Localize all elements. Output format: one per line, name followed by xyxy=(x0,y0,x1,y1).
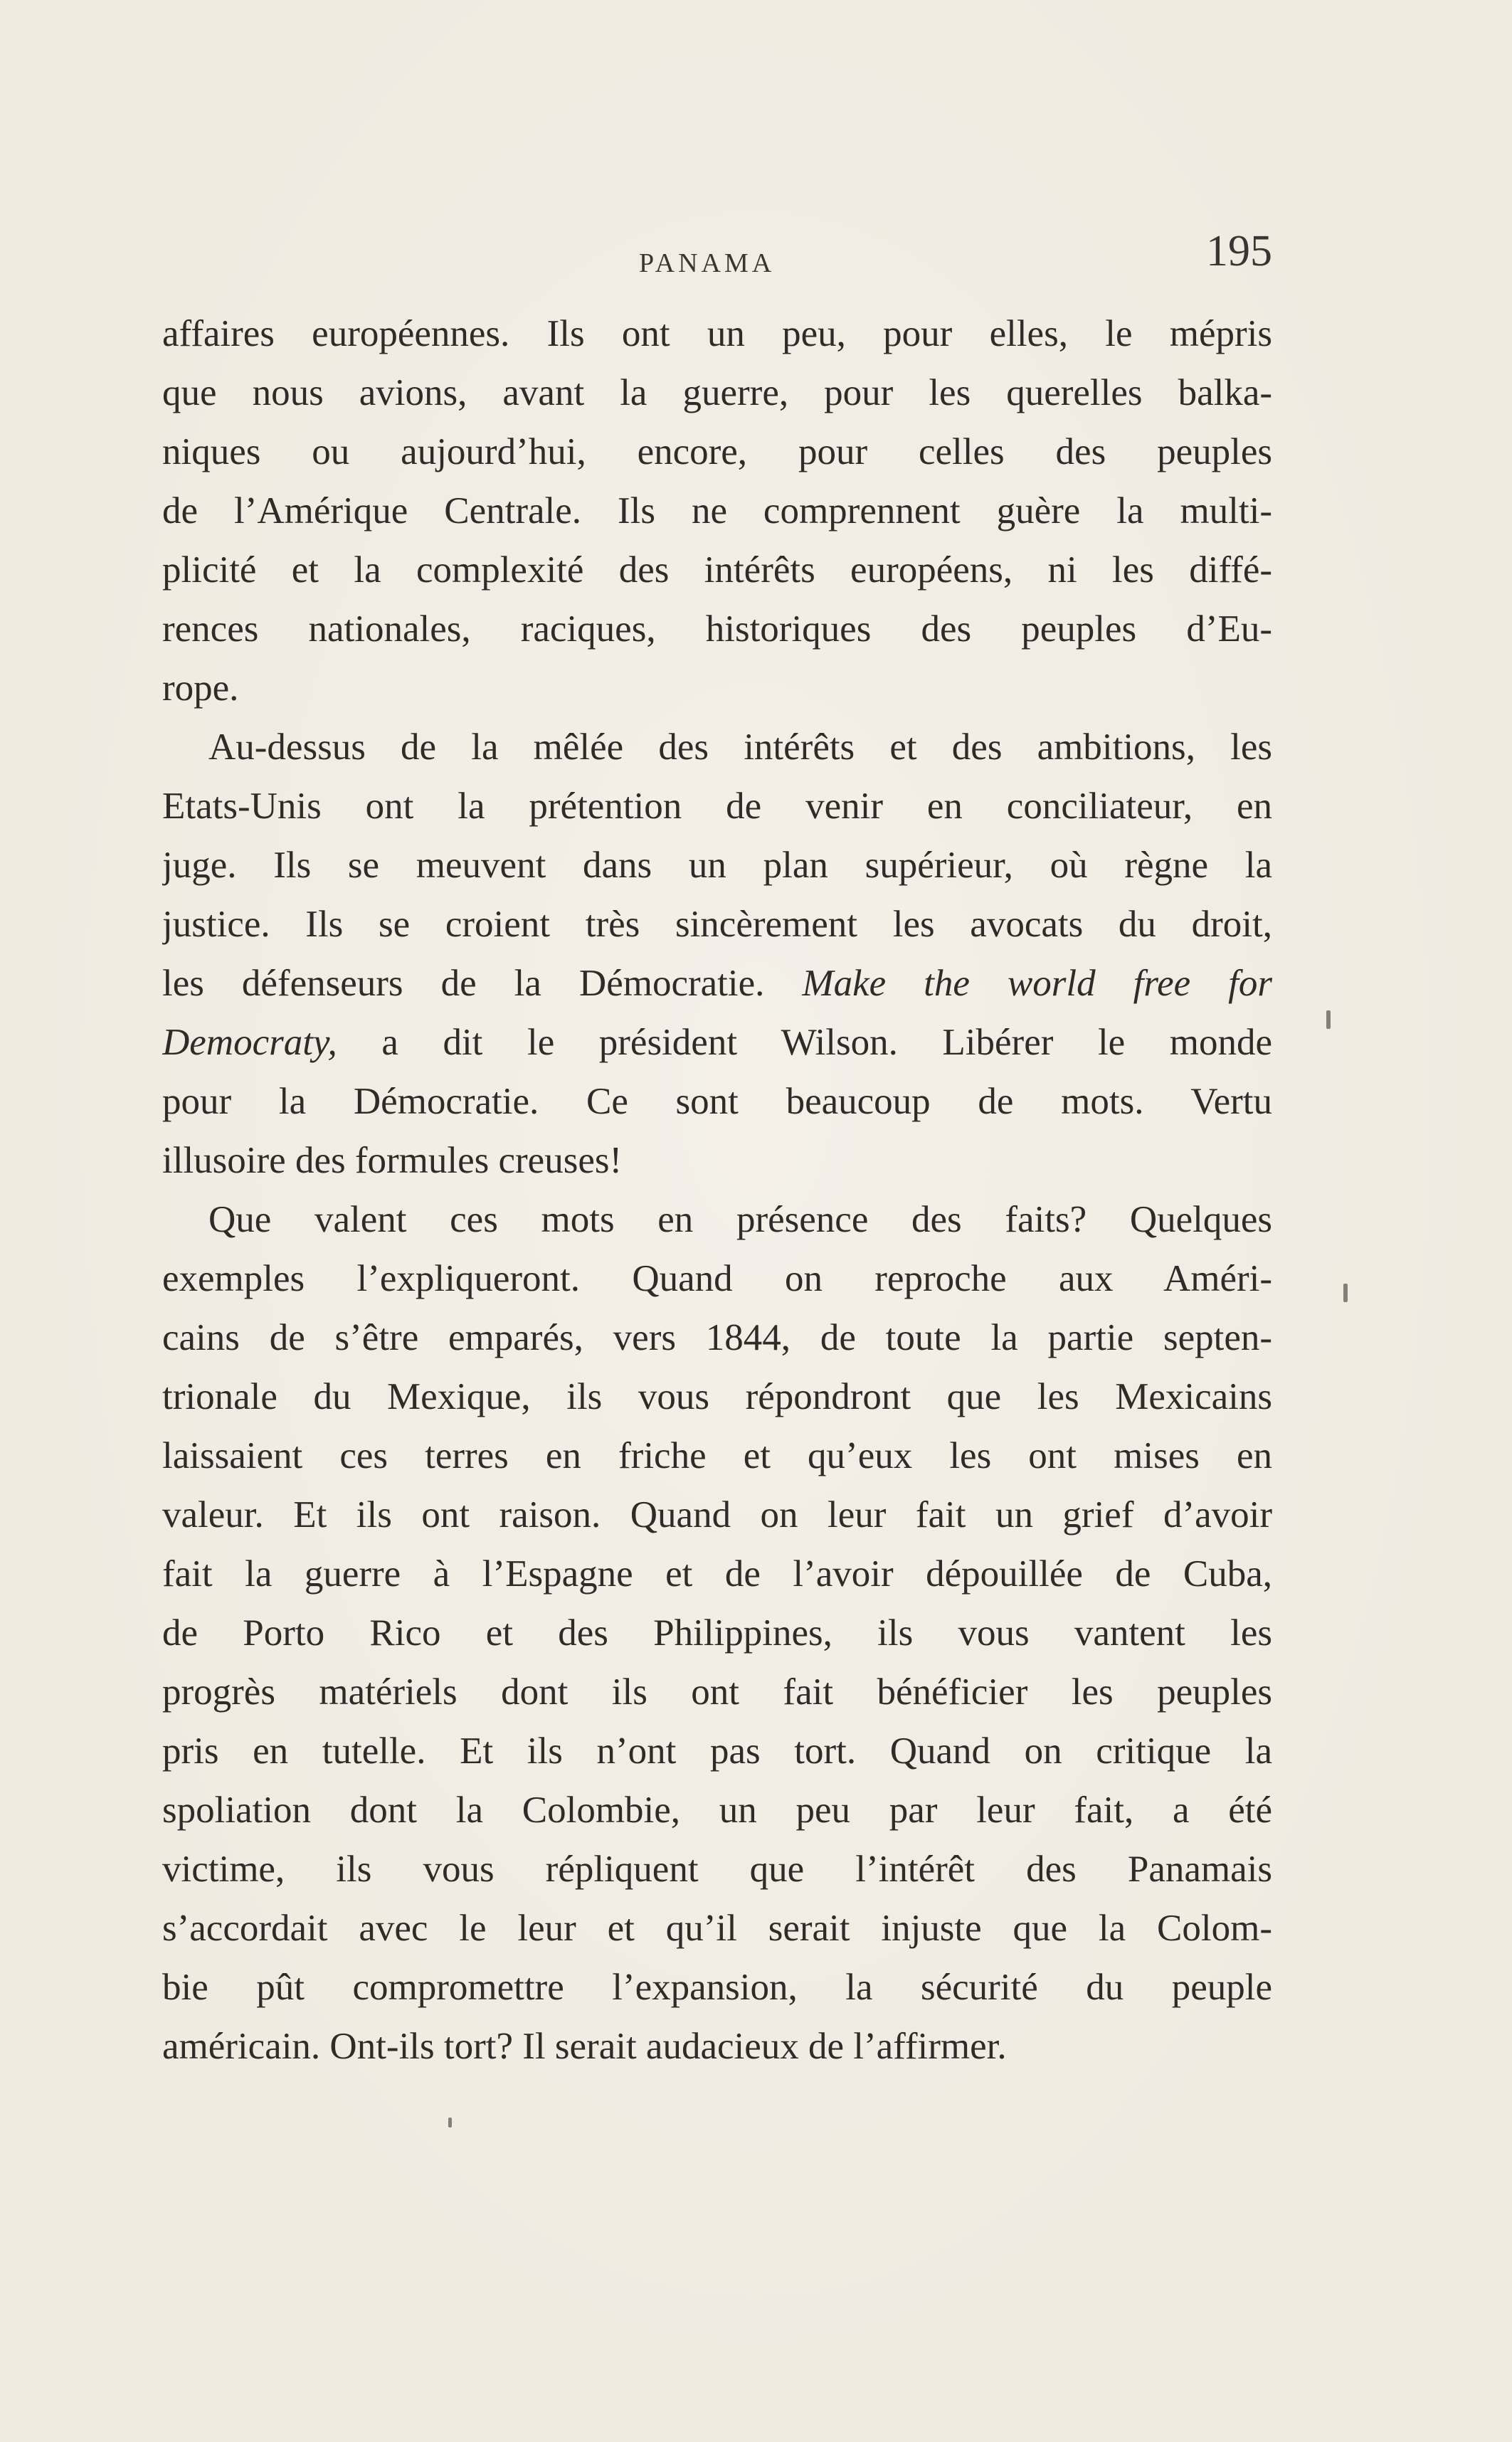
italic-quote: Democraty, xyxy=(162,1022,337,1063)
text-line: s’accordait avec le leur et qu’il serait injuste que la Colom- xyxy=(162,1908,1272,1949)
body-text xyxy=(162,305,1272,2076)
text-line: américain. Ont-ils tort? Il serait audacieux de l’affirmer. xyxy=(162,2026,1007,2067)
text-line: spoliation dont la Colombie, un peu par leur fait, a été xyxy=(162,1790,1272,1831)
text-line: rope. xyxy=(162,667,239,709)
text-line: laissaient ces terres en friche et qu’eux les ont mises en xyxy=(162,1435,1272,1476)
text-line: juge. Ils se meuvent dans un plan supérieur, où règne la xyxy=(162,845,1272,886)
text-line: fait la guerre à l’Espagne et de l’avoir dépouillée de Cuba, xyxy=(162,1553,1272,1595)
text-line: affaires européennes. Ils ont un peu, pour elles, le mépris xyxy=(162,313,1272,354)
italic-quote: Make the world free for xyxy=(802,963,1272,1004)
text-line: bie pût compromettre l’expansion, la sécurité du peuple xyxy=(162,1967,1272,2008)
text-segment: a dit le président Wilson. Libérer le monde xyxy=(381,1022,1272,1063)
text-line: justice. Ils se croient très sincèrement les avocats du droit, xyxy=(162,904,1272,945)
text-line: exemples l’expliqueront. Quand on reproche aux Améri- xyxy=(162,1258,1272,1299)
scan-speck xyxy=(1343,1284,1348,1302)
text-line: illusoire des formules creuses! xyxy=(162,1140,623,1181)
page-number: 195 xyxy=(1206,227,1272,275)
page-header xyxy=(162,226,1272,283)
text-line: que nous avions, avant la guerre, pour les querelles balka- xyxy=(162,372,1272,413)
text-line: valeur. Et ils ont raison. Quand on leur fait un grief d’avoir xyxy=(162,1494,1272,1536)
text-line: rences nationales, raciques, historiques des peuples d’Eu- xyxy=(162,608,1272,650)
text-line-mixed xyxy=(162,954,1272,1013)
paragraph-first-line: Au-dessus de la mêlée des intérêts et des ambitions, les xyxy=(208,726,1272,768)
text-line: cains de s’être emparés, vers 1844, de toute la partie septen- xyxy=(162,1317,1272,1358)
text-segment: les défenseurs de la Démocratie. xyxy=(162,963,765,1004)
text-line: progrès matériels dont ils ont fait bénéficier les peuples xyxy=(162,1671,1272,1713)
text-line: victime, ils vous répliquent que l’intérêt des Panamais xyxy=(162,1849,1272,1890)
scan-speck xyxy=(1326,1010,1331,1029)
text-line-mixed xyxy=(162,1013,1272,1072)
text-line: Etats-Unis ont la prétention de venir en conciliateur, en xyxy=(162,786,1272,827)
scan-speck xyxy=(448,2118,452,2128)
text-line: pris en tutelle. Et ils n’ont pas tort. Quand on critique la xyxy=(162,1730,1272,1772)
text-line: niques ou aujourd’hui, encore, pour celles des peuples xyxy=(162,431,1272,472)
text-line: pour la Démocratie. Ce sont beaucoup de mots. Vertu xyxy=(162,1081,1272,1122)
text-line: de l’Amérique Centrale. Ils ne comprennent guère la multi- xyxy=(162,490,1272,532)
running-head: PANAMA xyxy=(639,248,776,278)
paragraph-first-line: Que valent ces mots en présence des faits? Quelques xyxy=(208,1199,1272,1240)
text-line: de Porto Rico et des Philippines, ils vous vantent les xyxy=(162,1612,1272,1654)
text-line: trionale du Mexique, ils vous répondront que les Mexicains xyxy=(162,1376,1272,1417)
text-line: plicité et la complexité des intérêts européens, ni les diffé- xyxy=(162,549,1272,591)
